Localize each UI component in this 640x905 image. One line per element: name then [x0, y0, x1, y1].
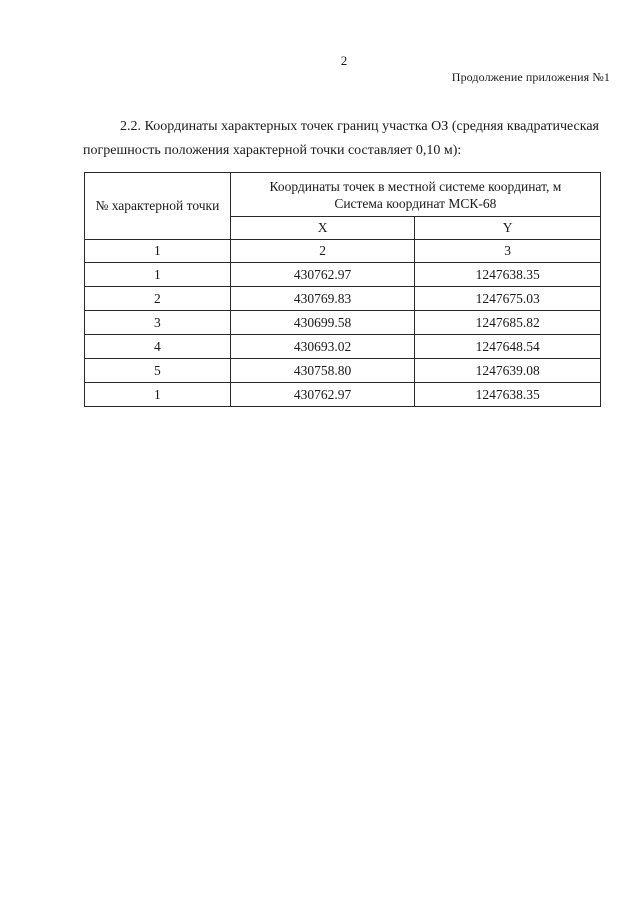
header-coordinates-title: Координаты точек в местной системе координат, м [269, 178, 562, 194]
y-coordinate: 1247685.82 [415, 311, 601, 335]
coordinates-table [84, 172, 601, 407]
point-number: 2 [85, 287, 231, 311]
column-number: 2 [230, 240, 415, 263]
table-row [85, 311, 601, 335]
table-row [85, 359, 601, 383]
x-coordinate: 430762.97 [230, 383, 415, 407]
x-coordinate: 430693.02 [230, 335, 415, 359]
y-coordinate: 1247638.35 [415, 263, 601, 287]
page-number: 2 [340, 53, 348, 68]
table-header-row [85, 173, 601, 217]
point-number: 5 [85, 359, 231, 383]
y-coordinate: 1247638.35 [415, 383, 601, 407]
y-coordinate: 1247639.08 [415, 359, 601, 383]
table-row [85, 263, 601, 287]
column-number: 1 [85, 240, 231, 263]
header-point-number: № характерной точки [85, 173, 231, 240]
appendix-continuation-note: Продолжение приложения №1 [451, 70, 610, 84]
header-coordinates [230, 173, 600, 217]
column-number: 3 [415, 240, 601, 263]
x-coordinate: 430762.97 [230, 263, 415, 287]
x-coordinate: 430769.83 [230, 287, 415, 311]
x-coordinate: 430699.58 [230, 311, 415, 335]
header-x: X [230, 217, 415, 240]
table-row [85, 335, 601, 359]
point-number: 3 [85, 311, 231, 335]
header-y: Y [415, 217, 601, 240]
table-row [85, 383, 601, 407]
section-paragraph: 2.2. Координаты характерных точек границ участка ОЗ (средняя квадратическая погрешность положения характерной точки составляет 0,10 м): [83, 119, 599, 158]
header-coordinate-system: Система координат МСК-68 [334, 195, 497, 211]
x-coordinate: 430758.80 [230, 359, 415, 383]
table-column-number-row [85, 240, 601, 263]
point-number: 1 [85, 383, 231, 407]
point-number: 1 [85, 263, 231, 287]
point-number: 4 [85, 335, 231, 359]
y-coordinate: 1247675.03 [415, 287, 601, 311]
y-coordinate: 1247648.54 [415, 335, 601, 359]
table-row [85, 287, 601, 311]
